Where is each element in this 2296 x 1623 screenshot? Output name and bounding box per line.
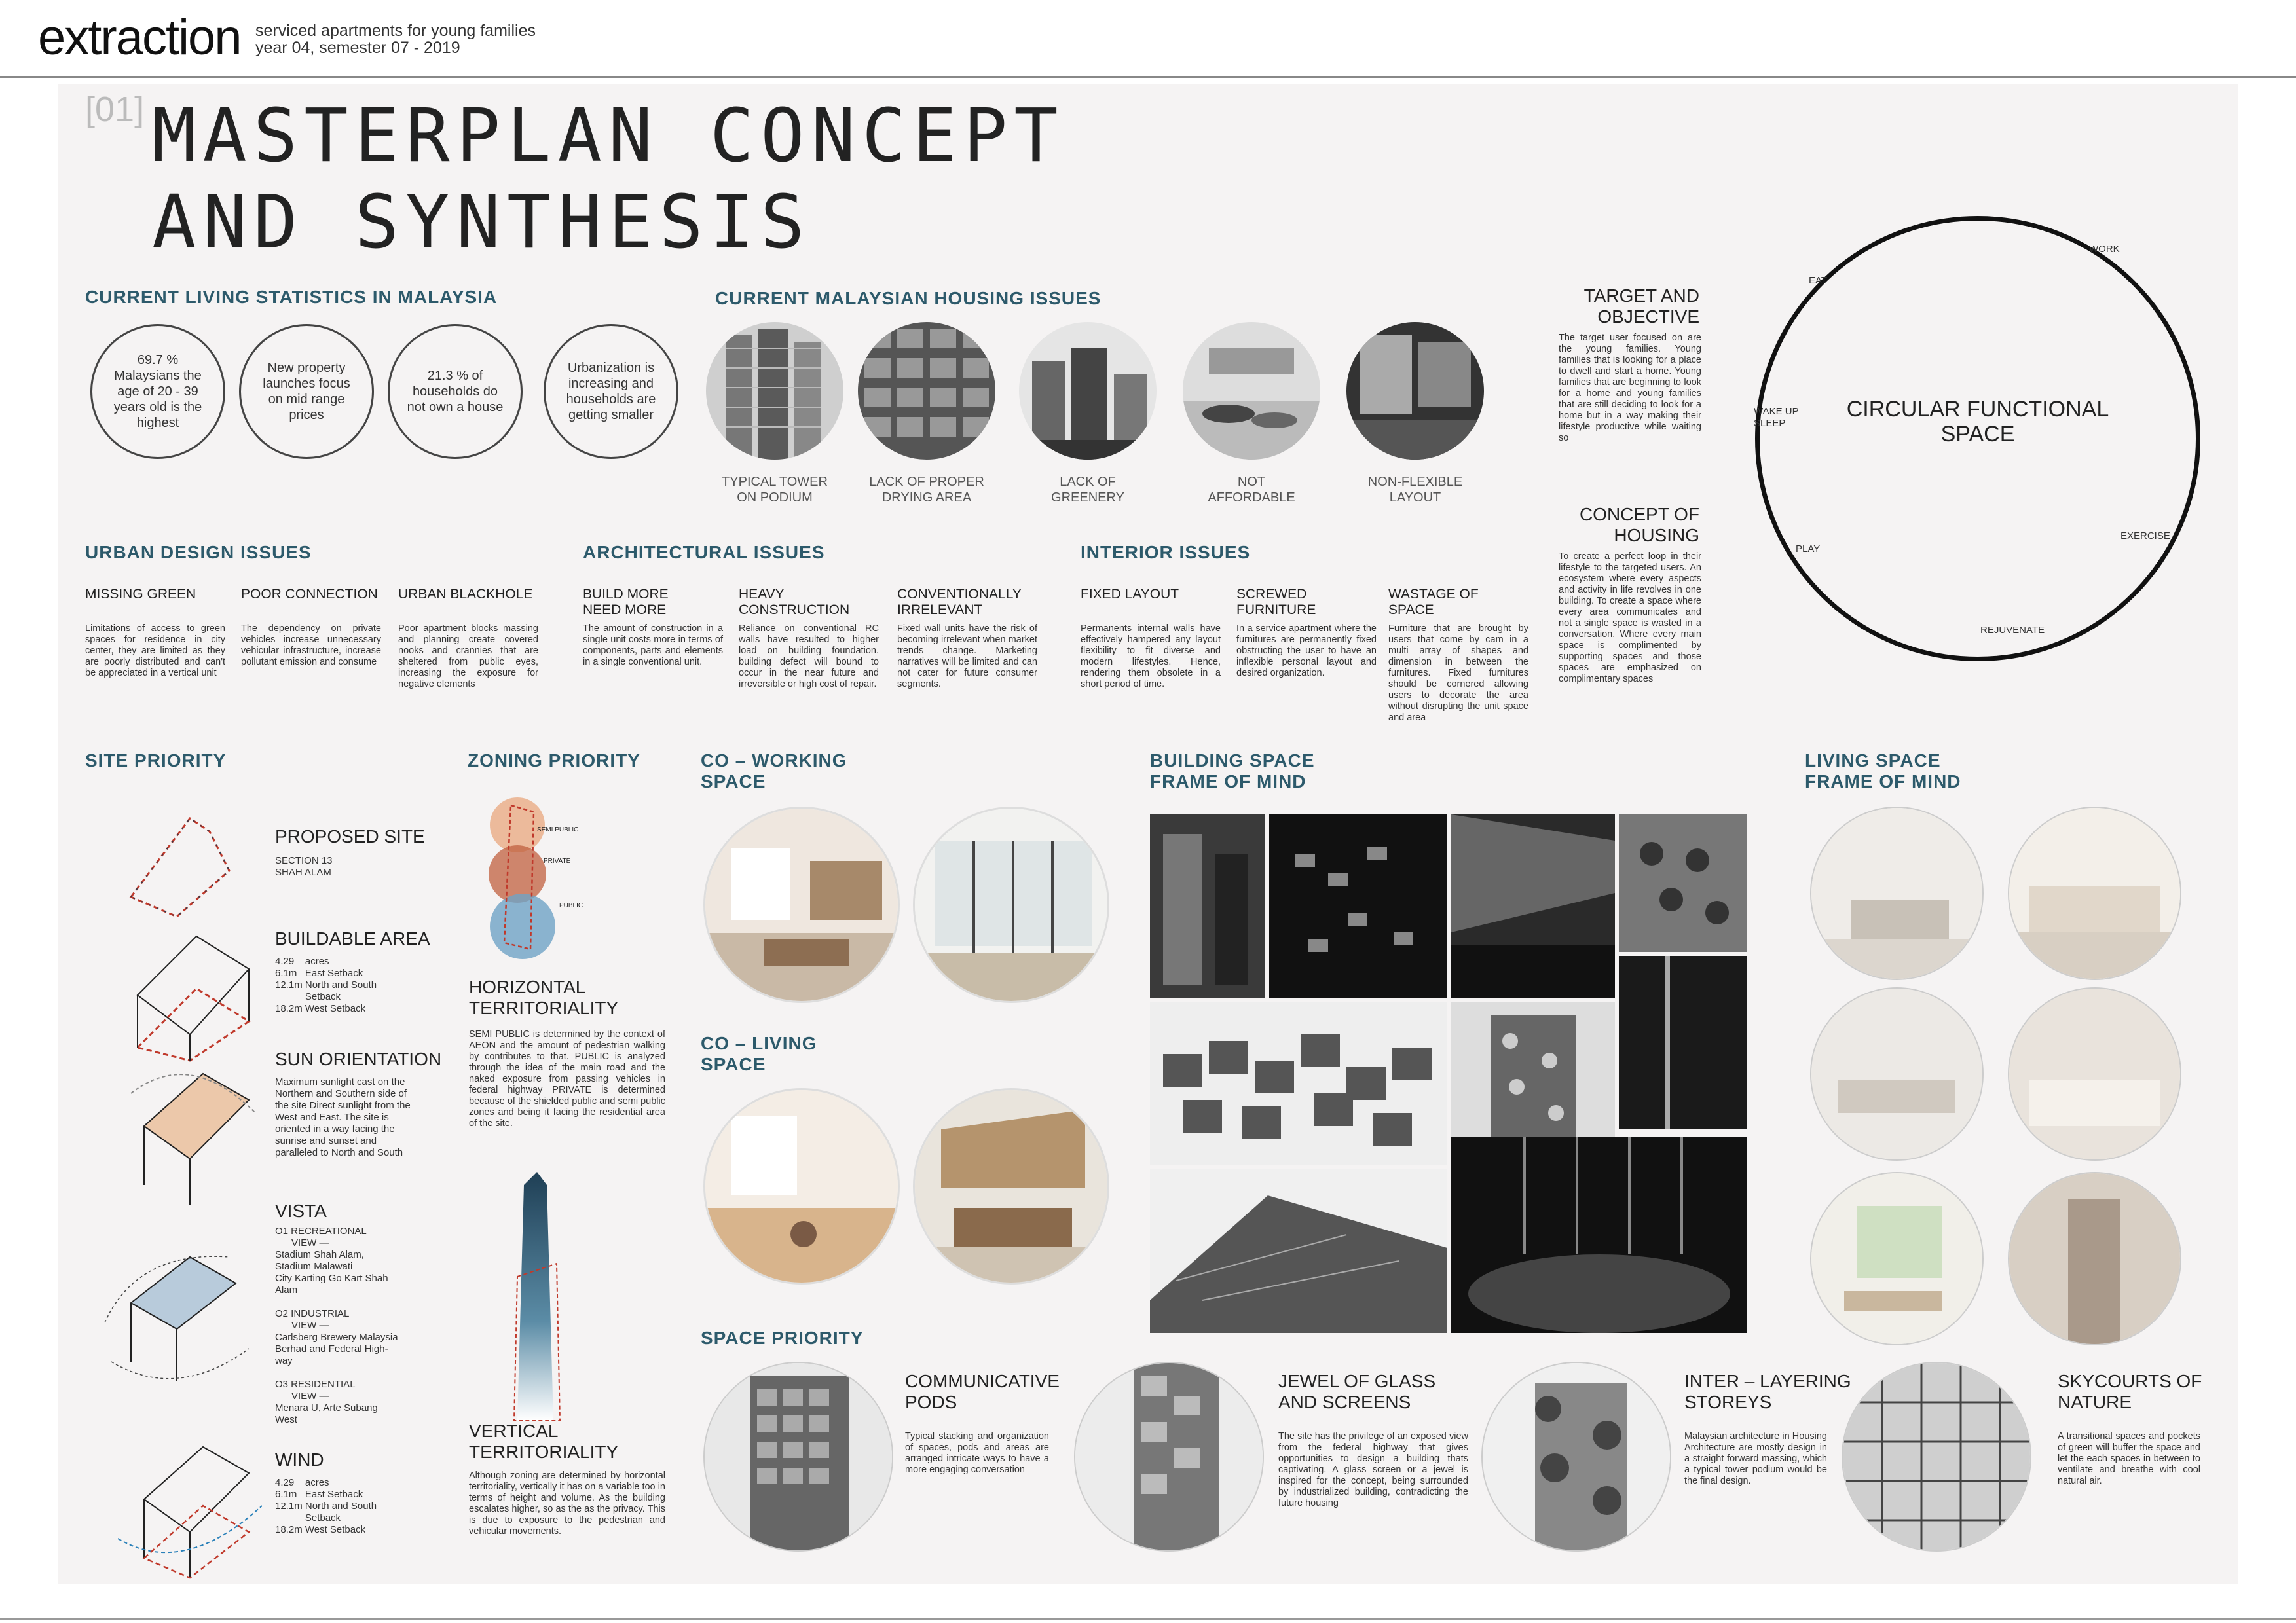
building-collage-photo (1451, 1137, 1747, 1333)
urban-col-text: The dependency on private vehicles increase unnecessary vehicular infrastructure, increase pollutant emission and consume (241, 623, 381, 667)
label-play: PLAY (1796, 543, 1821, 555)
interior-col-text: Permanents internal walls have effectively hampered any layout flexibility to fit diverse and modern lifestyles. Hence, rendering them obsolete in a short period of time. (1081, 623, 1221, 689)
zone-label-private: PRIVATE (544, 858, 571, 865)
stat-circle (544, 324, 678, 459)
space-item-title: INTER – LAYERING STOREYS (1684, 1371, 1851, 1412)
skycourt-photo (1842, 1362, 2031, 1552)
header-divider (0, 76, 2296, 78)
sun-orientation-text: Maximum sunlight cast on the Northern and Southern side of the site Direct sunlight from the West and East. The site is oriented in a way facing the sunrise and sunset and paralleled to North and South (275, 1076, 411, 1158)
urban-col-text: Poor apartment blocks massing and planning create covered nooks and crannies that are sheltered from public eyes, increasing the exposure for negative elements (398, 623, 538, 689)
sun-orientation-title: SUN ORIENTATION (275, 1049, 442, 1069)
arch-col-text: Fixed wall units have the risk of becoming irrelevant when market trends change. Marketing narratives will be limited and can not cater for future consumer segments. (897, 623, 1037, 689)
living-space-heading: LIVING SPACE FRAME OF MIND (1805, 750, 1961, 792)
sun-orientation-diagram (118, 1054, 262, 1211)
arch-col-title: HEAVY CONSTRUCTION (739, 587, 850, 617)
coworking-photo (913, 807, 1109, 1003)
coworking-heading: CO – WORKING SPACE (701, 750, 847, 792)
target-text: The target user focused on are the young families. Young families that is looking for a place to dwell and start a home. Young families that are beginning to look for a home and young families that are still deciding to look for a home but in a way making their lifestyle productive while waiting so (1559, 333, 1701, 443)
zoning-diagram (472, 792, 589, 969)
vertical-zoning-diagram (498, 1172, 576, 1427)
issue-caption: LACK OF PROPER DRYING AREA (869, 475, 984, 505)
greenery-photo (1019, 322, 1157, 460)
living-photo (2008, 1172, 2181, 1345)
space-item-text: Typical stacking and organization of spaces, pods and areas are arranged intricate ways to have a more engaging conversation (905, 1431, 1049, 1475)
zone-label-public: PUBLIC (559, 902, 583, 909)
drying-area-photo (858, 322, 995, 460)
subtitle-line-1: serviced apartments for young families (255, 22, 536, 40)
space-item-text: A transitional spaces and pockets of green will buffer the space and let the each spaces in between to ventilate and breathe with cool natural air. (2058, 1431, 2200, 1486)
zone-label-semi-public: SEMI PUBLIC (537, 826, 579, 833)
building-collage-photo (1451, 814, 1615, 998)
arch-col-title: BUILD MORE NEED MORE (583, 587, 669, 617)
space-item-title: COMMUNICATIVE PODS (905, 1371, 1060, 1412)
label-wake-sleep: WAKE UP SLEEP (1754, 406, 1799, 429)
wind-text: 4.29 acres 6.1m East Setback 12.1m North and South Setback 18.2m West Setback (275, 1477, 377, 1535)
space-item-text: The site has the privilege of an exposed view from the federal highway that gives opportunities to design a building thats captivating. A glass screen or a jewel is inspired for the concept, being surrounded by industrialized building, contradicting the future housing (1278, 1431, 1468, 1508)
living-photo (1810, 807, 1984, 980)
page-title (152, 93, 1065, 266)
urban-col-title: POOR CONNECTION (241, 587, 378, 602)
target-heading: TARGET AND OBJECTIVE (1583, 285, 1699, 327)
buildable-area-title: BUILDABLE AREA (275, 928, 430, 949)
living-photo (1810, 1172, 1984, 1345)
coliving-heading: CO – LIVING SPACE (701, 1033, 817, 1074)
brand-title: extraction (38, 10, 241, 65)
arch-col-text: The amount of construction in a single unit costs more in terms of components, parts and elements in a single conventional unit. (583, 623, 723, 667)
section-number: [01] (85, 90, 145, 129)
space-item-title: JEWEL OF GLASS AND SCREENS (1278, 1371, 1436, 1412)
building-space-heading: BUILDING SPACE FRAME OF MIND (1150, 750, 1315, 792)
buildable-area-diagram (118, 917, 262, 1067)
living-photo (2008, 987, 2181, 1161)
coworking-photo (703, 807, 900, 1003)
arch-col-text: Reliance on conventional RC walls have resulted to higher load on building foundation. building defect will bound to occur in the near future and irreversible or high cost of repair. (739, 623, 879, 689)
interior-col-title: SCREWED FURNITURE (1236, 587, 1316, 617)
architectural-heading: ARCHITECTURAL ISSUES (583, 542, 825, 562)
horizontal-territoriality-title: HORIZONTAL TERRITORIALITY (469, 977, 619, 1018)
stat-text: 21.3 % of households do not own a house (407, 369, 504, 414)
glass-photo (1074, 1362, 1264, 1552)
vista-diagram (98, 1231, 262, 1401)
layering-photo (1481, 1362, 1671, 1552)
coliving-photo (913, 1088, 1109, 1285)
pods-photo (703, 1362, 893, 1552)
tower-photo (706, 322, 843, 460)
building-collage-photo (1619, 814, 1747, 952)
building-collage-photo (1619, 956, 1747, 1129)
stat-circle (90, 324, 225, 459)
stat-circle (388, 324, 523, 459)
building-collage-photo (1150, 1002, 1447, 1165)
living-photo (2008, 807, 2181, 980)
space-priority-heading: SPACE PRIORITY (701, 1328, 864, 1348)
zoning-priority-heading: ZONING PRIORITY (468, 750, 640, 771)
building-collage-photo (1269, 814, 1447, 998)
coliving-photo (703, 1088, 900, 1285)
footer-divider (0, 1618, 2296, 1620)
title-line-1: MASTERPLAN CONCEPT (152, 94, 1065, 179)
vertical-territoriality-title: VERTICAL TERRITORIALITY (469, 1421, 619, 1462)
urban-heading: URBAN DESIGN ISSUES (85, 542, 312, 562)
interior-col-title: WASTAGE OF SPACE (1388, 587, 1479, 617)
issue-caption: TYPICAL TOWER ON PODIUM (722, 475, 828, 505)
title-line-2: AND SYNTHESIS (152, 180, 811, 265)
building-collage-photo (1150, 814, 1265, 998)
wind-diagram (118, 1427, 262, 1584)
proposed-site-diagram (118, 805, 249, 923)
interior-col-title: FIXED LAYOUT (1081, 587, 1179, 602)
proposed-site-title: PROPOSED SITE (275, 826, 425, 847)
living-photo (1810, 987, 1984, 1161)
label-eat: EAT (1809, 275, 1828, 286)
concept-text: To create a perfect loop in their lifestyle to the targeted users. An ecosystem where every aspects and activity in life revolves in one building. To create a space where every area communicates and not a single space is wasted in a conversation. Where every main space is complimented by supporting spaces and those spaces are emphasized on complimentary spaces (1559, 551, 1701, 684)
urban-col-title: MISSING GREEN (85, 587, 196, 602)
label-work: WORK (2089, 244, 2120, 255)
brand-subtitle (255, 22, 536, 56)
stat-text: Urbanization is increasing and households are getting smaller (566, 361, 656, 422)
horizontal-territoriality-text: SEMI PUBLIC is determined by the context of AEON and the amount of pedestrian walking by contributes to that. PUBLIC is analyzed through the idea of the main road and the naked exposure from passing vehicles in federal highway PRIVATE is determined because of the shielded public and semi public zones and being it facing the residential area of the site. (469, 1029, 665, 1129)
vertical-territoriality-text: Although zoning are determined by horizontal territoriality, vertically it has on a variable too in terms of height and volume. As the building escalates higher, so as the as the privacy. This is due to exposure to the pedestrian and vehicular movements. (469, 1470, 665, 1537)
interior-col-text: Furniture that are brought by users that come by cam in a multi array of shapes and dimension in between the furnitures. Fixed furnitures should be cornered allowing users to decorate the area without disrupting the unit space and area (1388, 623, 1528, 723)
affordable-photo (1183, 322, 1320, 460)
vista-title: VISTA (275, 1201, 327, 1221)
site-priority-heading: SITE PRIORITY (85, 750, 227, 771)
space-item-text: Malaysian architecture in Housing Architecture are mostly design in a straight forward massing, which a typical tower podium would be the final design. (1684, 1431, 1827, 1486)
issue-caption: LACK OF GREENERY (1051, 475, 1124, 505)
stat-text: 69.7 % Malaysians the age of 20 - 39 years old is the highest (113, 353, 202, 430)
stat-text: New property launches focus on mid range prices (263, 361, 350, 422)
interior-col-text: In a service apartment where the furnitures are permanently fixed obstructing the user to have an inflexible personal layout and desired organization. (1236, 623, 1377, 678)
wind-title: WIND (275, 1450, 324, 1470)
circle-title: CIRCULAR FUNCTIONAL SPACE (1846, 397, 2109, 447)
buildable-area-text: 4.29 acres 6.1m East Setback 12.1m North and South Setback 18.2m West Setback (275, 956, 377, 1014)
living-stats-heading: CURRENT LIVING STATISTICS IN MALAYSIA (85, 287, 498, 307)
subtitle-line-2: year 04, semester 07 - 2019 (255, 39, 460, 57)
proposed-site-text: SECTION 13 SHAH ALAM (275, 855, 333, 878)
building-collage-photo (1150, 1169, 1447, 1333)
urban-col-text: Limitations of access to green spaces for residence in city center, they are limited as they are poorly distributed and can't be appreciated in a vertical unit (85, 623, 225, 678)
label-exercise: EXERCISE (2120, 530, 2170, 541)
vista-text: O1 RECREATIONAL VIEW — Stadium Shah Alam, Stadium Malawati City Karting Go Kart Shah Alam O2 INDUSTRIAL VIEW — Carlsberg Brewery Malaysia Berhad and Federal High- way O3 RESIDENTIAL VIEW — Menara U, Arte Subang West (275, 1226, 398, 1425)
housing-issues-heading: CURRENT MALAYSIAN HOUSING ISSUES (715, 288, 1102, 308)
space-item-title: SKYCOURTS OF NATURE (2058, 1371, 2202, 1412)
issue-caption: NOT AFFORDABLE (1208, 475, 1295, 505)
concept-heading: CONCEPT OF HOUSING (1579, 504, 1699, 545)
arch-col-title: CONVENTIONALLY IRRELEVANT (897, 587, 1022, 617)
label-rejuvenate: REJUVENATE (1980, 625, 2045, 636)
layout-photo (1346, 322, 1484, 460)
stat-circle (239, 324, 374, 459)
urban-col-title: URBAN BLACKHOLE (398, 587, 533, 602)
issue-caption: NON-FLEXIBLE LAYOUT (1367, 475, 1463, 505)
interior-heading: INTERIOR ISSUES (1081, 542, 1251, 562)
